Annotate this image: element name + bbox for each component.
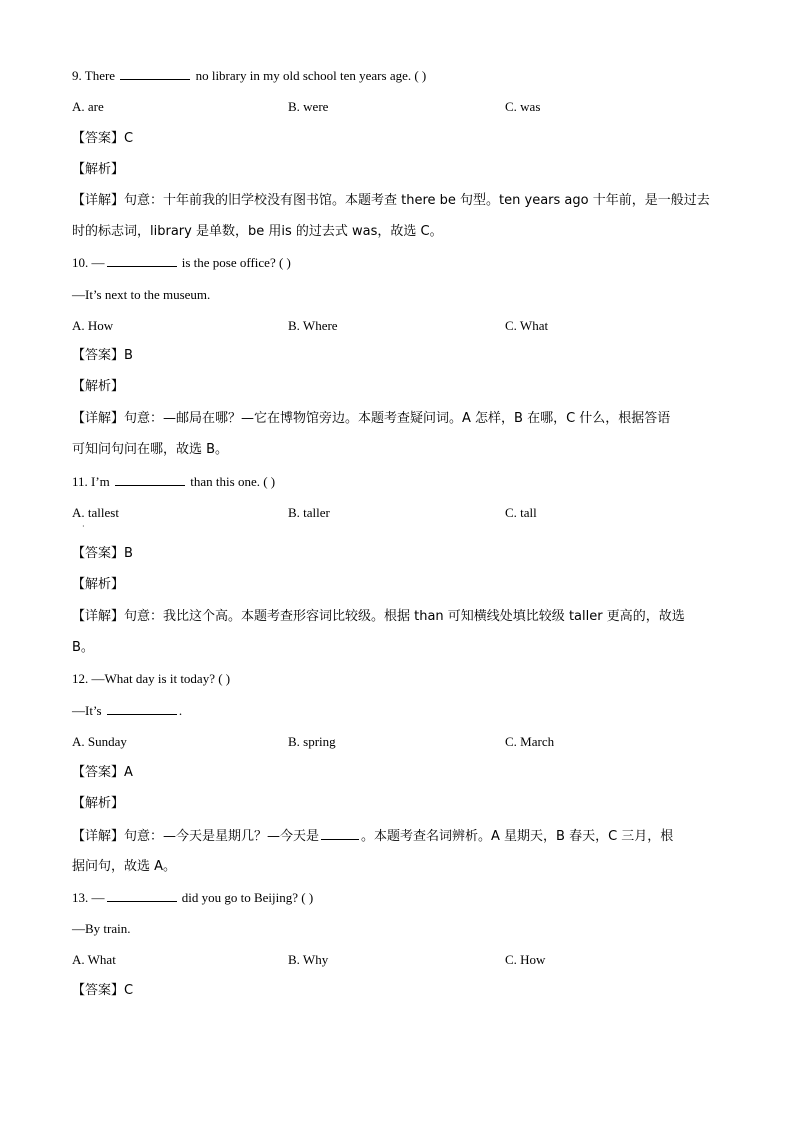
option-c: C. tall xyxy=(505,505,537,520)
question-13-stem xyxy=(72,889,313,907)
question-10-stem xyxy=(72,254,291,272)
stem-text: did you go to Beijing? ( ) xyxy=(178,890,314,905)
answer-blank xyxy=(107,702,177,715)
detail-text: 据问句，故选 A。 xyxy=(72,859,177,874)
question-11-stem xyxy=(72,473,275,491)
option-b: B. Why xyxy=(288,952,329,967)
detail-text: 【详解】句意：—邮局在哪？—它在博物馆旁边。本题考查疑问词。A 怎样，B 在哪，C 什么，根据答语 xyxy=(72,411,671,426)
answer-blank xyxy=(107,254,177,267)
analysis-label: 【解析】 xyxy=(72,796,125,811)
answer-blank xyxy=(115,473,185,486)
option-c: C. How xyxy=(505,952,546,967)
option-b: B. spring xyxy=(288,734,336,749)
option-b: B. Where xyxy=(288,318,338,333)
answer-blank xyxy=(120,67,190,80)
stem-text: than this one. ( ) xyxy=(187,474,276,489)
reply-line xyxy=(72,702,182,720)
reply-text: —It’s xyxy=(72,703,105,718)
option-c: C. March xyxy=(505,734,555,749)
option-b: B. were xyxy=(288,99,329,114)
detail-text xyxy=(72,827,673,846)
stem-text: is the pose office? ( ) xyxy=(178,255,291,270)
option-a: A. tallest xyxy=(72,505,119,520)
answer-blank xyxy=(107,889,177,902)
detail-text: B。 xyxy=(72,640,94,655)
detail-text: 可知问句问在哪，故选 B。 xyxy=(72,442,229,457)
detail-text: 【详解】句意：—今天是星期几？—今天是 xyxy=(72,829,320,844)
answer-label: 【答案】A xyxy=(72,765,133,780)
stray-dot: · xyxy=(82,522,85,531)
stem-text: 11. I’m xyxy=(72,474,114,489)
detail-text: 【详解】句意：我比这个高。本题考查形容词比较级。根据 than 可知横线处填比较级 taller 更高的，故选 xyxy=(72,609,685,624)
detail-text: 时的标志词，library 是单数，be 用is 的过去式 was，故选 C。 xyxy=(72,224,443,239)
question-12-stem: 12. —What day is it today? ( ) xyxy=(72,671,231,686)
stem-text: no library in my old school ten years age. ( ) xyxy=(192,68,427,83)
answer-label: 【答案】B xyxy=(72,546,133,561)
answer-label: 【答案】C xyxy=(72,983,134,998)
answer-label: 【答案】B xyxy=(72,348,133,363)
stem-text: 10. — xyxy=(72,255,105,270)
answer-blank xyxy=(321,827,359,840)
option-c: C. was xyxy=(505,99,541,114)
answer-label: 【答案】C xyxy=(72,131,134,146)
stem-text: 13. — xyxy=(72,890,105,905)
option-b: B. taller xyxy=(288,505,330,520)
detail-text: 。本题考查名词辨析。A 星期天，B 春天，C 三月，根 xyxy=(361,829,674,844)
stem-text: 9. There xyxy=(72,68,119,83)
question-9-stem xyxy=(72,67,426,85)
reply-text: . xyxy=(178,703,183,718)
option-a: A. What xyxy=(72,952,116,967)
option-a: A. How xyxy=(72,318,114,333)
reply-text: —By train. xyxy=(72,921,131,936)
analysis-label: 【解析】 xyxy=(72,379,125,394)
reply-text: —It’s next to the museum. xyxy=(72,287,211,302)
option-a: A. are xyxy=(72,99,104,114)
option-a: A. Sunday xyxy=(72,734,127,749)
option-c: C. What xyxy=(505,318,549,333)
analysis-label: 【解析】 xyxy=(72,162,125,177)
analysis-label: 【解析】 xyxy=(72,577,125,592)
detail-text: 【详解】句意：十年前我的旧学校没有图书馆。本题考查 there be 句型。ten years ago 十年前，是一般过去 xyxy=(72,193,710,208)
